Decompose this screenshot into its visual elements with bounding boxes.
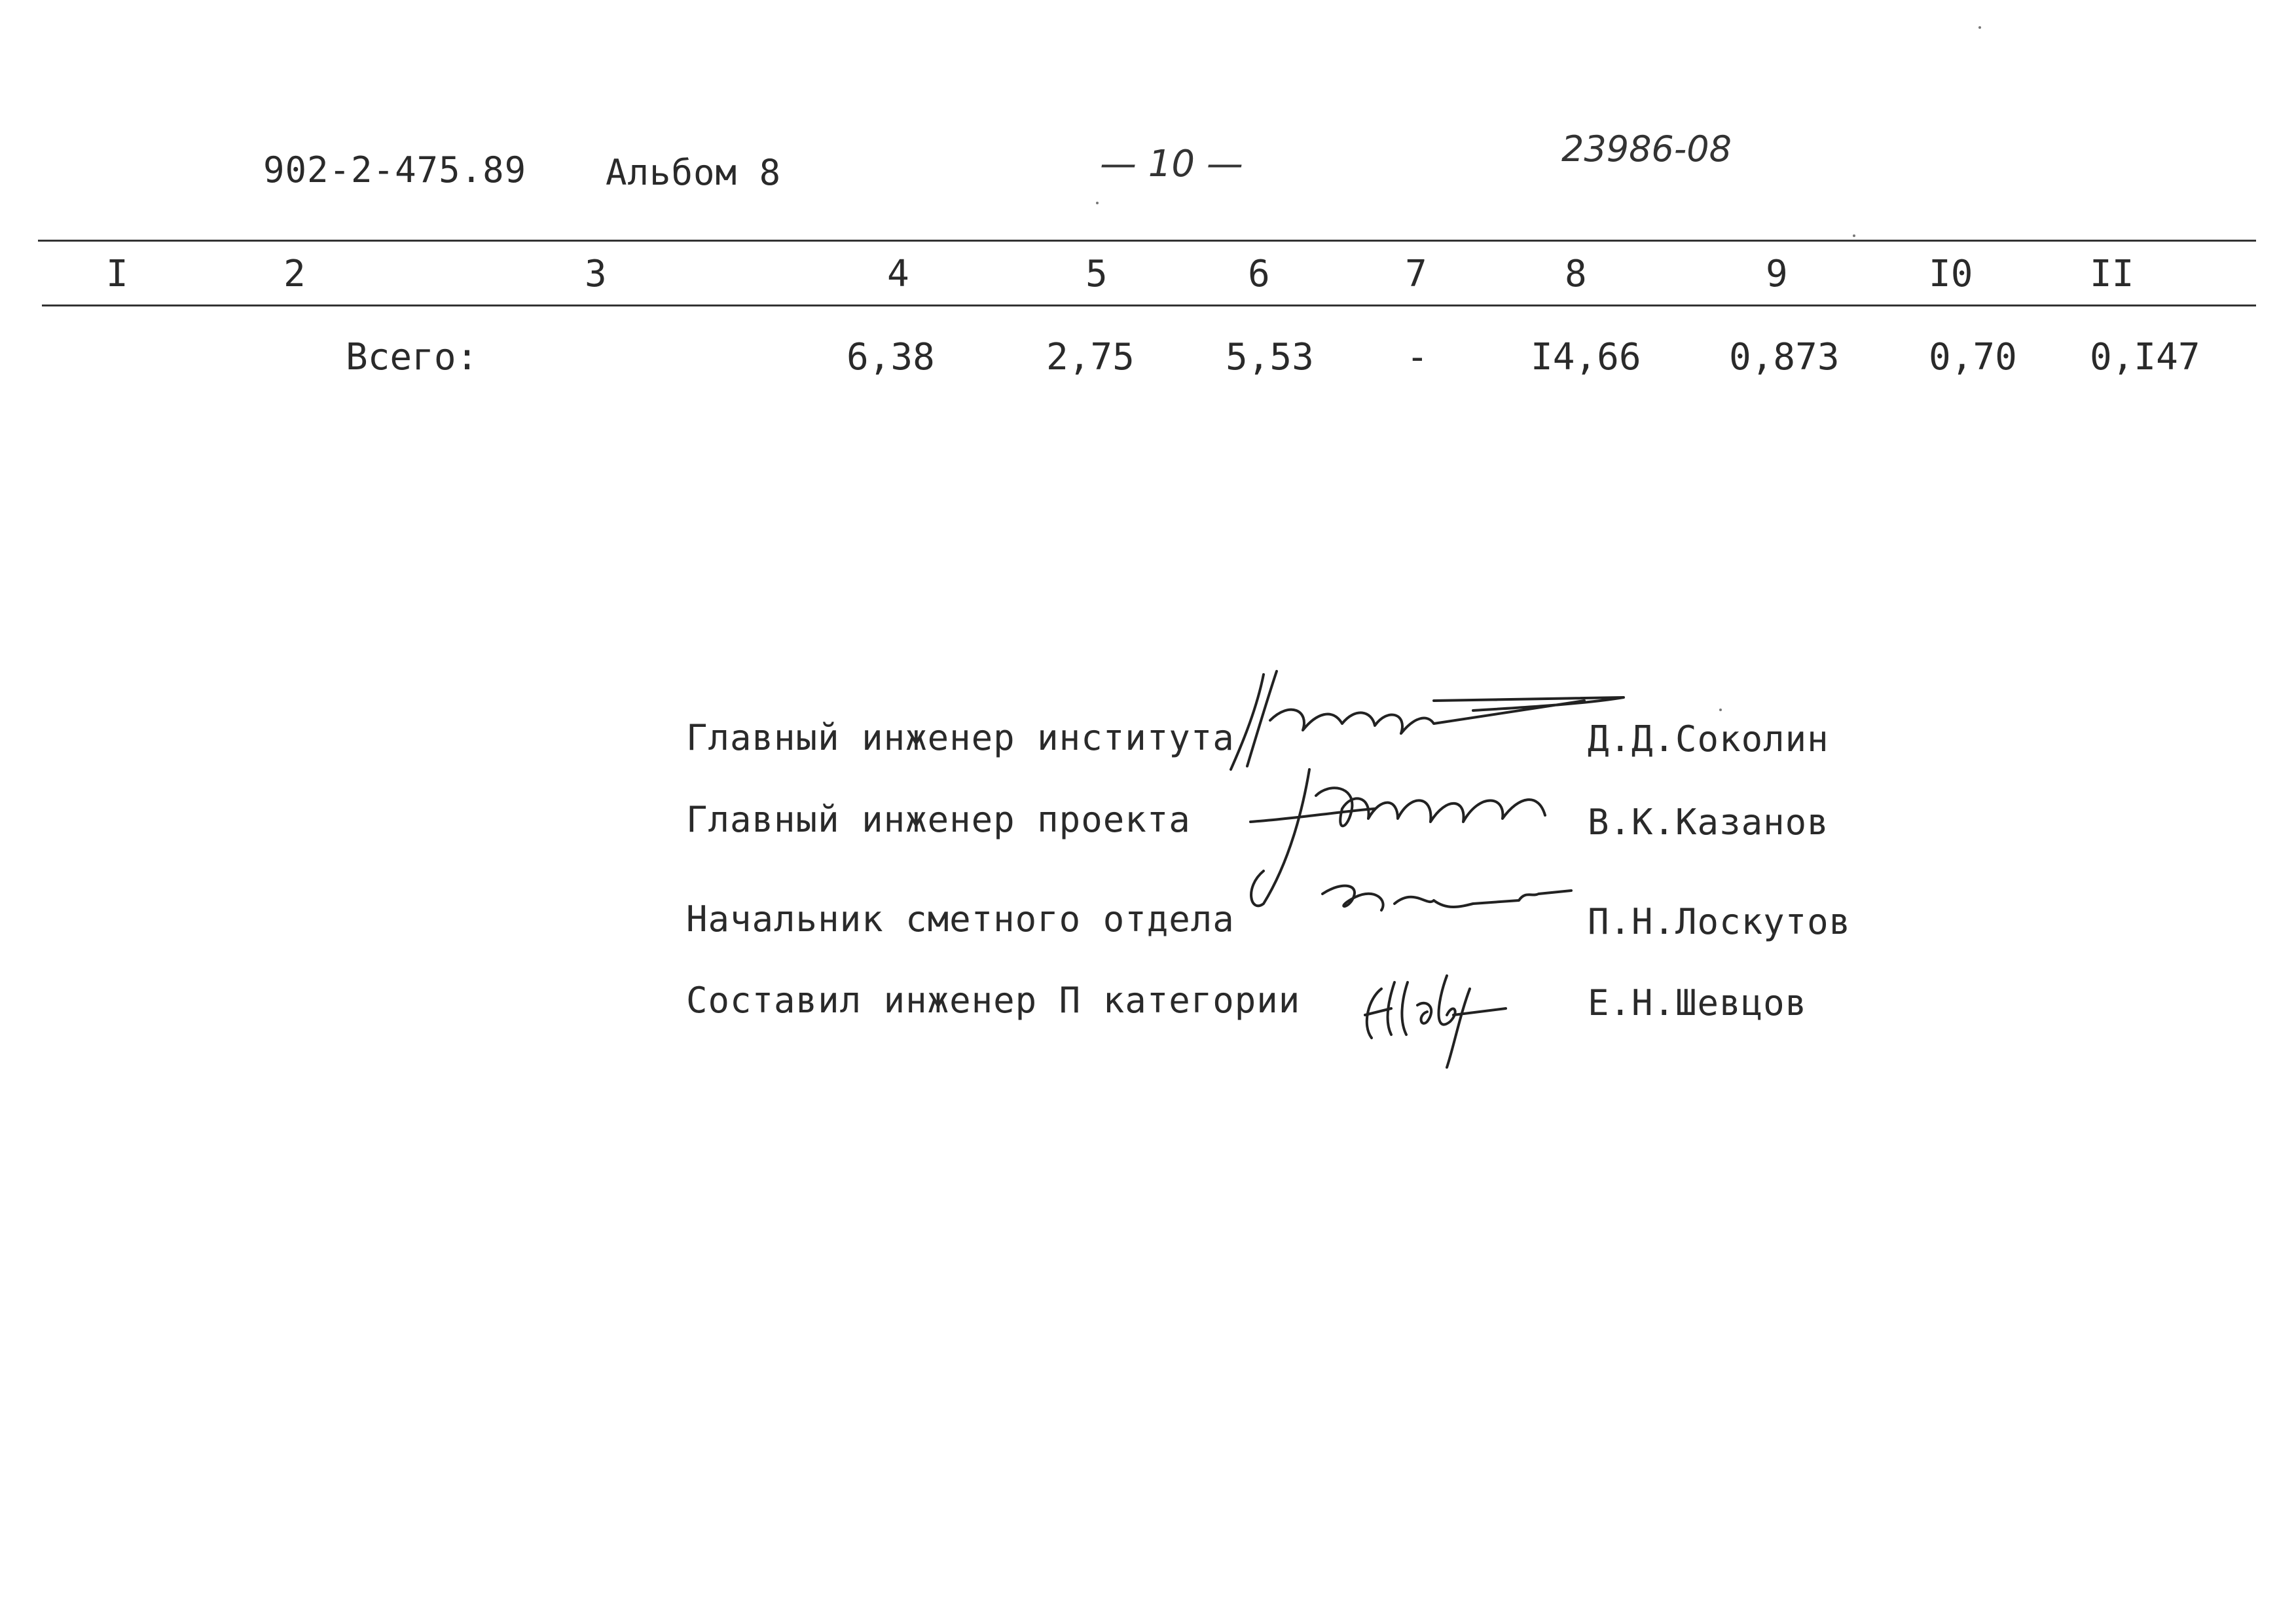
column-header: 9 <box>1766 253 1788 295</box>
scan-speck <box>1978 26 1981 29</box>
signatory-name: В.К.Казанов <box>1588 802 1829 843</box>
total-label: Всего: <box>346 336 479 378</box>
scan-speck <box>1719 709 1722 711</box>
total-value: 0,I47 <box>2090 336 2200 378</box>
table-header-rule <box>42 304 2256 306</box>
total-value: 5,53 <box>1226 336 1314 378</box>
archive-number: 23986-08 <box>1561 128 1732 170</box>
total-value: - <box>1406 336 1429 378</box>
column-header: 5 <box>1085 253 1108 295</box>
table-top-rule <box>38 240 2256 242</box>
total-value: 6,38 <box>847 336 935 378</box>
scan-speck <box>1853 234 1855 237</box>
signatory-name: П.Н.Лоскутов <box>1588 901 1851 942</box>
total-value: 2,75 <box>1046 336 1135 378</box>
column-header: I0 <box>1929 253 1973 295</box>
total-value: I4,66 <box>1531 336 1641 378</box>
column-header: II <box>2090 253 2134 295</box>
signatory-name: Д.Д.Соколин <box>1588 718 1829 760</box>
total-value: 0,70 <box>1929 336 2017 378</box>
column-header: 3 <box>585 253 607 295</box>
signatory-name: Е.Н.Шевцов <box>1588 982 1808 1024</box>
column-header: I <box>106 253 128 295</box>
signatory-title: Составил инженер П категории <box>686 980 1301 1021</box>
column-header: 8 <box>1565 253 1587 295</box>
column-header: 6 <box>1248 253 1270 295</box>
signature-loskutov <box>1316 874 1578 933</box>
column-header: 7 <box>1405 253 1427 295</box>
scan-speck <box>1096 202 1099 204</box>
signatory-title: Главный инженер института <box>686 717 1235 758</box>
signature-shevtsov <box>1355 963 1552 1074</box>
total-value: 0,873 <box>1729 336 1840 378</box>
document-code: 902-2-475.89 <box>263 149 527 191</box>
signatory-title: Начальник сметного отдела <box>686 898 1235 940</box>
page-number: — 10 — <box>1100 143 1243 185</box>
column-header: 4 <box>887 253 909 295</box>
column-header: 2 <box>283 253 306 295</box>
signatory-title: Главный инженер проекта <box>686 799 1191 840</box>
album-label: Альбом 8 <box>606 152 782 193</box>
